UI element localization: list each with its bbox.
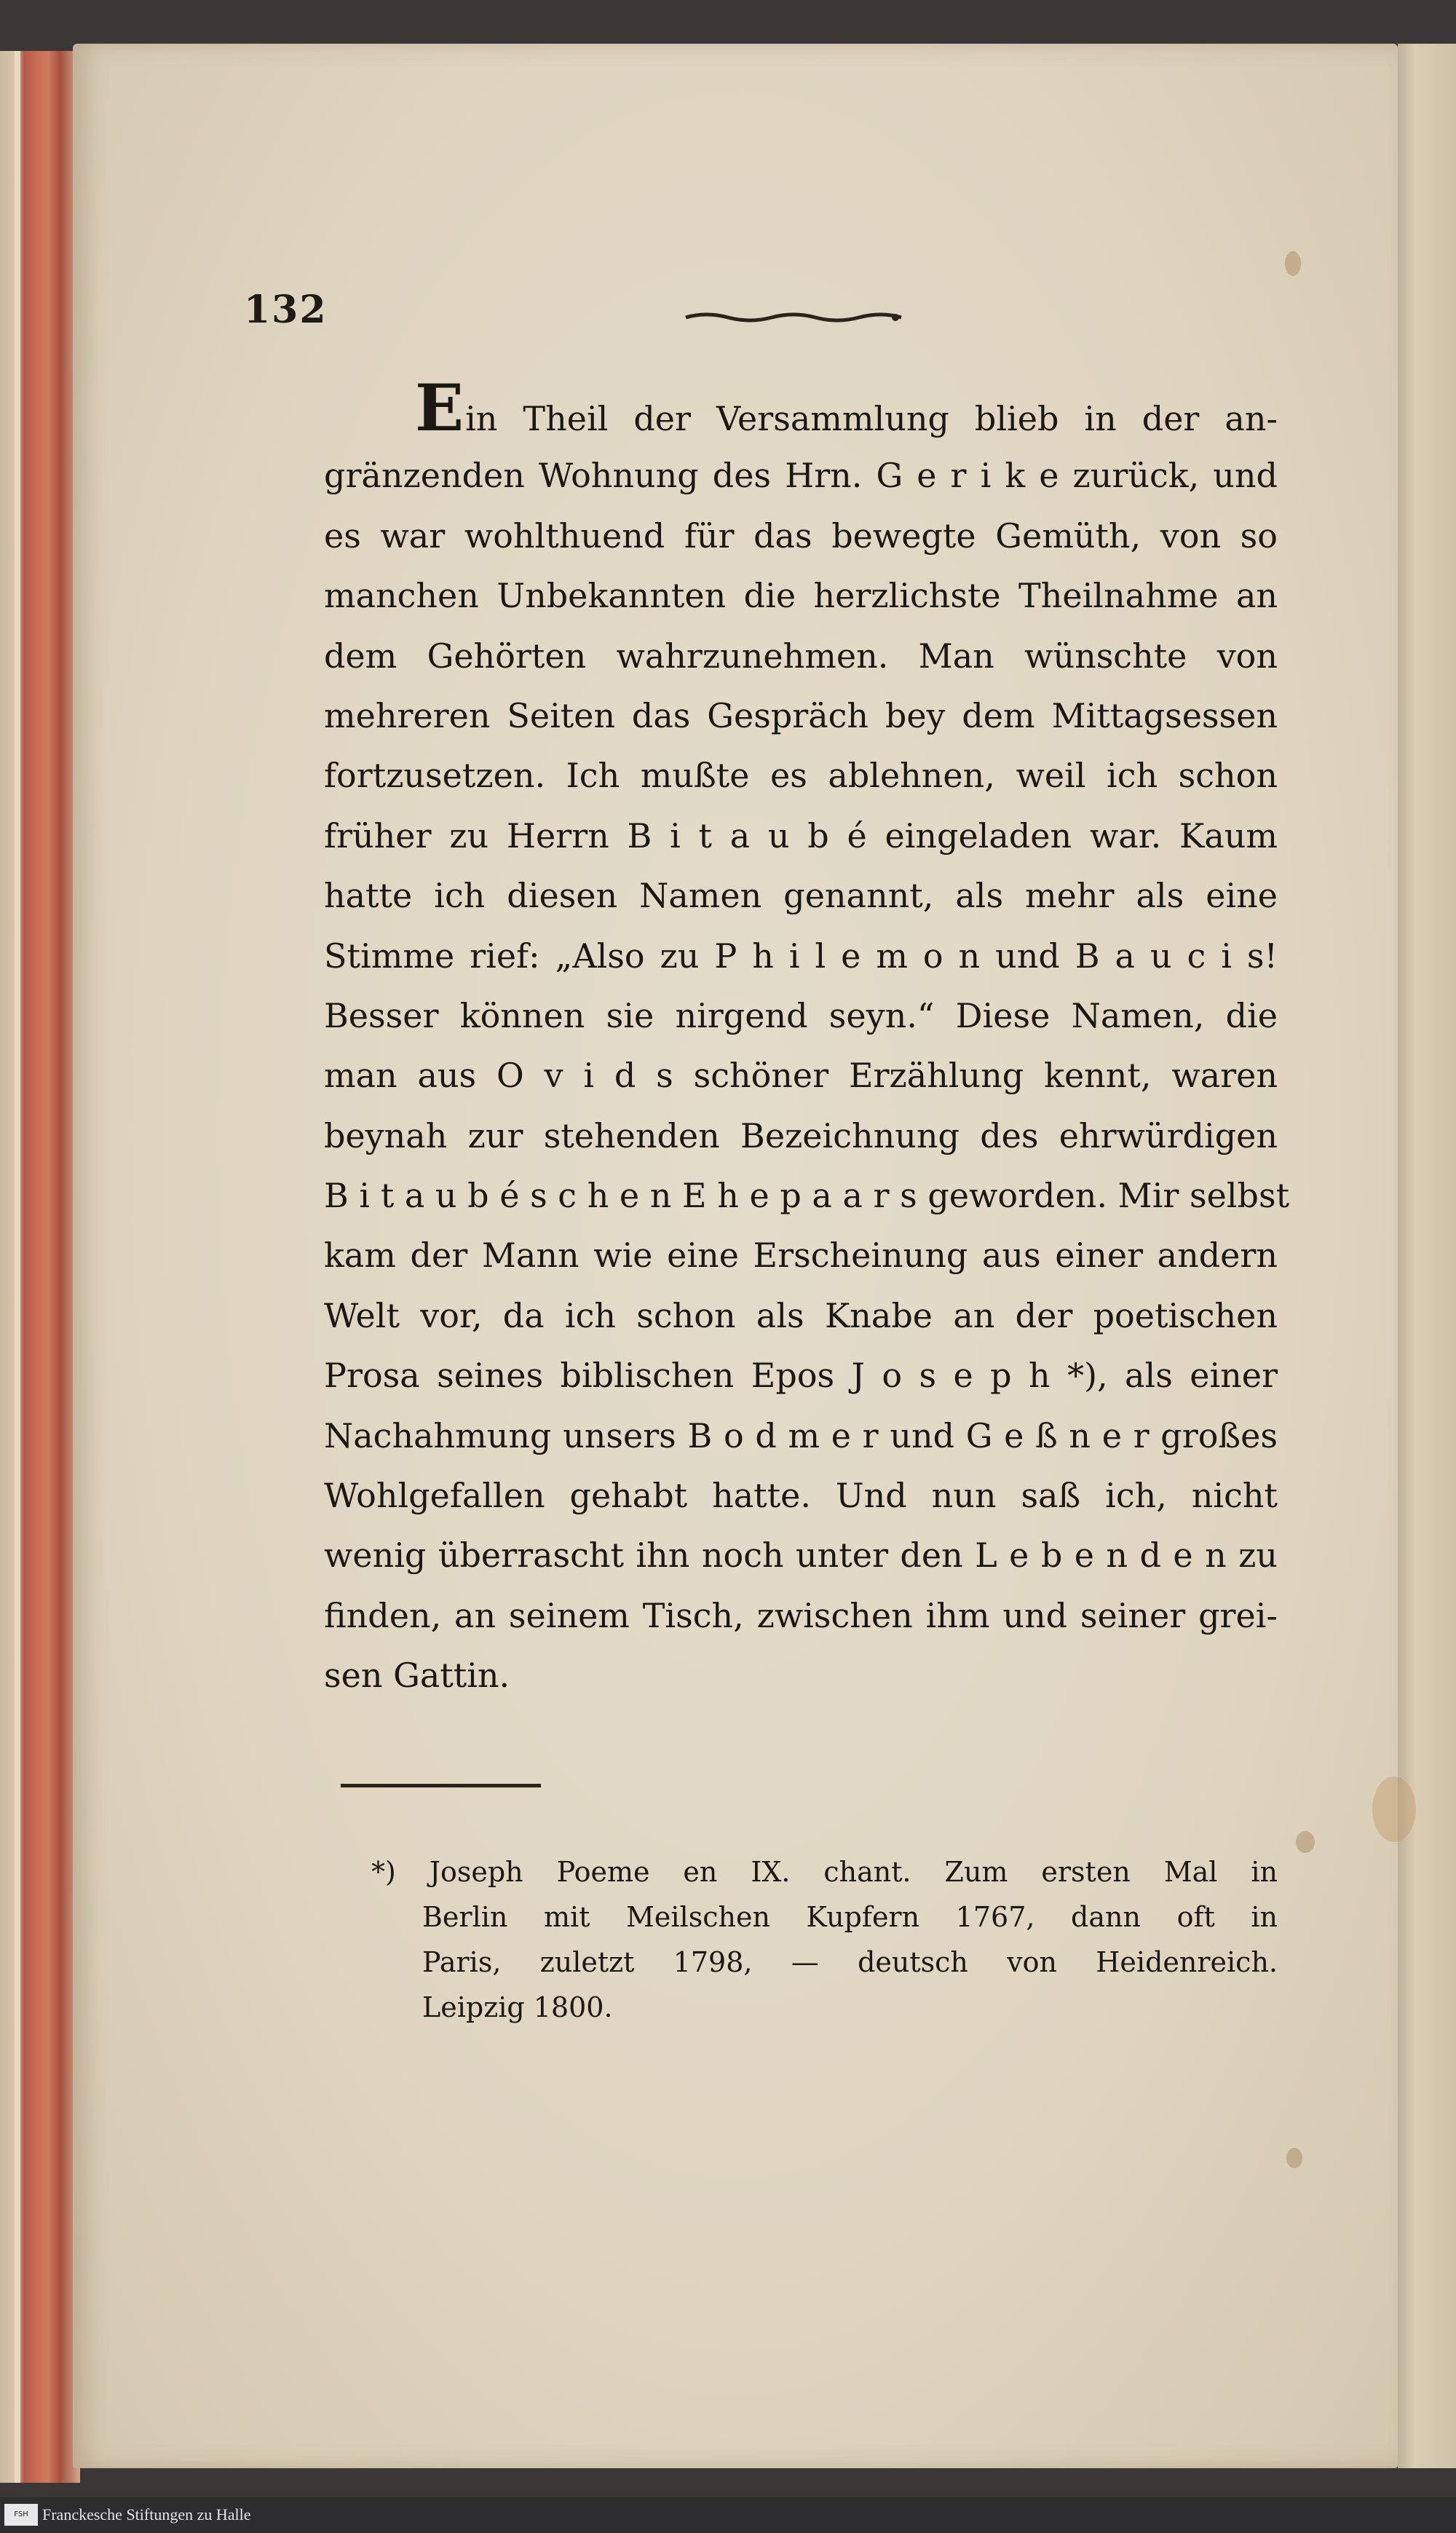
- book-edge-left: [0, 51, 80, 2483]
- ornament-divider: [684, 312, 903, 323]
- footnote-line: *) Joseph Poeme en IX. chant. Zum ersten Mal in: [371, 1856, 1278, 1888]
- body-line: [324, 1586, 1278, 1645]
- body-line: [324, 1345, 1278, 1405]
- body-line-text: B i t a u b é s c h e n E h e p a a r s geworden. Mir selbst: [324, 1176, 1290, 1216]
- body-line: [324, 1466, 1278, 1525]
- body-line-text: fortzusetzen. Ich mußte es ablehnen, weil ich schon: [324, 756, 1278, 796]
- body-line: [324, 1166, 1290, 1225]
- body-line: [324, 626, 1278, 686]
- body-line: [324, 926, 1278, 986]
- institution-caption: Franckesche Stiftungen zu Halle: [42, 2505, 251, 2524]
- body-line: [324, 686, 1278, 746]
- body-line-text: es war wohlthuend für das bewegte Gemüth, von so: [324, 515, 1278, 556]
- body-line-text: Besser können sie nirgend seyn.“ Diese Namen, die: [324, 995, 1278, 1035]
- body-line: [324, 1525, 1278, 1585]
- body-line-text: beynah zur stehenden Bezeichnung des ehrwürdigen: [324, 1115, 1278, 1155]
- body-text: [324, 370, 1290, 1706]
- body-line-text: man aus O v i d s schöner Erzählung kennt, waren: [324, 1056, 1278, 1096]
- page-number: 132: [244, 288, 328, 332]
- footnote-rule: [341, 1784, 541, 1787]
- body-line-text: finden, an seinem Tisch, zwischen ihm und seiner grei-: [324, 1595, 1278, 1635]
- body-line-text: kam der Mann wie eine Erscheinung aus einer andern: [324, 1236, 1278, 1276]
- stain-mark: [1296, 1831, 1315, 1853]
- body-line-text: dem Gehörten wahrzunehmen. Man wünschte von: [324, 636, 1278, 676]
- stain-mark: [1372, 1777, 1416, 1842]
- viewer-footer: [0, 2497, 1456, 2533]
- body-line: [324, 1106, 1278, 1166]
- body-line: [324, 1286, 1278, 1345]
- footnote-line: Leipzig 1800.: [422, 1991, 613, 2023]
- body-line: [324, 446, 1278, 505]
- body-line-text: früher zu Herrn B i t a u b é eingeladen war. Kaum: [324, 815, 1278, 855]
- footnote: [371, 1849, 1278, 2030]
- body-line-text: Stimme rief: „Also zu P h i l e m o n und B a u c i s!: [324, 936, 1278, 976]
- footnote-line: Berlin mit Meilschen Kupfern 1767, dann oft in: [422, 1901, 1278, 1933]
- body-line: [324, 370, 1278, 446]
- body-line-text: wenig überrascht ihn noch unter den L e b e n d e n zu: [324, 1536, 1278, 1576]
- body-line: [324, 986, 1278, 1046]
- body-line: [324, 1406, 1278, 1466]
- body-line-text: Welt vor, da ich schon als Knabe an der poetischen: [324, 1295, 1278, 1335]
- body-line-text: Prosa seines biblischen Epos J o s e p h *), als einer: [324, 1356, 1278, 1396]
- body-line: [324, 1645, 1278, 1705]
- institution-logo: FSH: [4, 2504, 38, 2526]
- body-line-text: Wohlgefallen gehabt hatte. Und nun saß ich, nicht: [324, 1476, 1278, 1516]
- body-line-text: mehreren Seiten das Gespräch bey dem Mittagsessen: [324, 695, 1278, 735]
- stain-mark: [1285, 251, 1301, 276]
- body-line: [324, 566, 1278, 625]
- body-line-text: Nachahmung unsers B o d m e r und G e ß n e r großes: [324, 1415, 1278, 1455]
- body-line: [324, 866, 1278, 925]
- body-line: [324, 746, 1278, 805]
- body-line-text: hatte ich diesen Namen genannt, als mehr als eine: [324, 876, 1278, 916]
- book-edge-right: [1398, 44, 1456, 2468]
- body-line: [324, 1225, 1278, 1285]
- footnote-line: Paris, zuletzt 1798, — deutsch von Heidenreich.: [422, 1946, 1278, 1978]
- body-line-text: in Theil der Versammlung blieb in der an-: [465, 399, 1278, 438]
- body-line: [324, 806, 1278, 866]
- body-line-text: gränzenden Wohnung des Hrn. G e r i k e zurück, und: [324, 456, 1278, 496]
- body-line-text: sen Gattin.: [324, 1656, 510, 1696]
- drop-initial: E: [415, 370, 464, 446]
- body-line-text: manchen Unbekannten die herzlichste Theilnahme an: [324, 576, 1278, 616]
- body-line: [324, 506, 1278, 566]
- stain-mark: [1286, 2148, 1302, 2168]
- body-line: [324, 1046, 1278, 1105]
